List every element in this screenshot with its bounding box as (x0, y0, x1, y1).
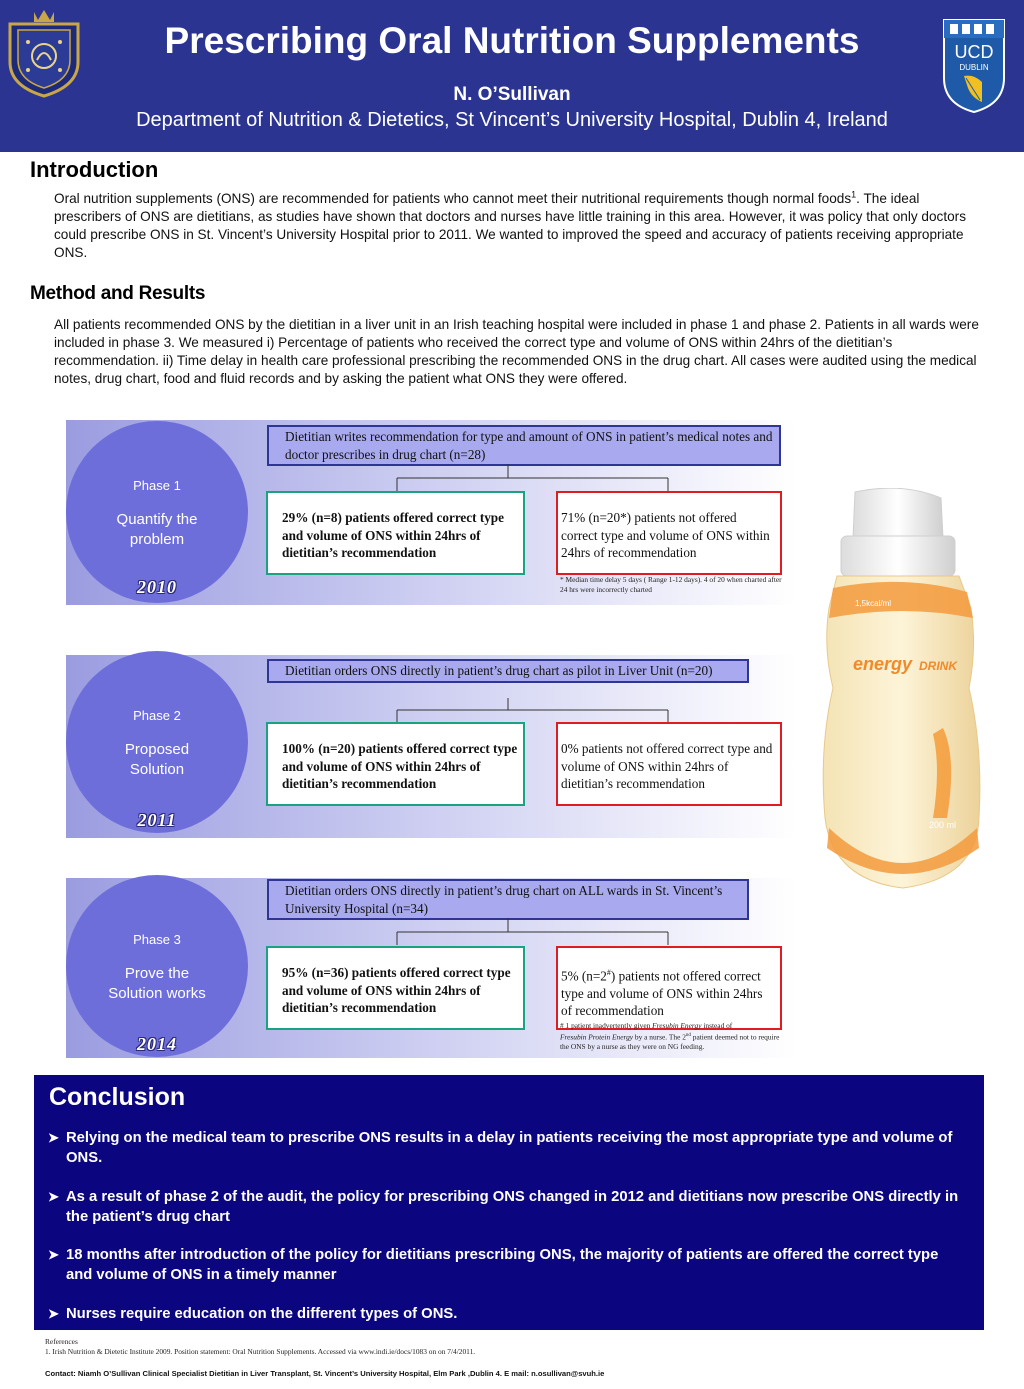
phase1-top-box: Dietitian writes recommendation for type and amount of ONS in patient’s medical notes and doctor prescribes in drug chart (n=28) (267, 425, 781, 466)
phase3-footnote-product1: Fresubin Energy (652, 1021, 702, 1030)
introduction-text-part2: . The ideal prescribers of ONS are dietitians, as studies have shown that doctors and nurses have little training in this area. However, it was policy that only doctors could prescribe ONS in St. Vincent’s University Hospital prior to 2011. We wanted to improved the speed and accuracy of patients receiving appropriate ONS. (54, 191, 966, 260)
conclusion-heading: Conclusion (49, 1083, 186, 1111)
department-affiliation: Department of Nutrition & Dietetics, St Vincent’s University Hospital, Dublin 4, Ireland (136, 109, 888, 131)
introduction-text (54, 190, 989, 262)
phase3-footnote-f: patient deemed not to require the ONS by a nurse as they were on NG feeding. (560, 1032, 780, 1052)
phase2-label: Phase 2 (133, 708, 181, 723)
references-block (45, 1337, 475, 1356)
ucd-crest-logo (942, 18, 1006, 114)
conclusion-item (48, 1304, 968, 1324)
phase2-connector (396, 698, 670, 723)
phase3-footnote-a: # 1 patient inadvertently given (560, 1021, 653, 1030)
bottle-volume-label: 200 ml (929, 820, 957, 830)
phase2-negative-result: 0% patients not offered correct type and volume of ONS within 24hrs of dietitian’s recommendation (556, 722, 782, 806)
phase3-footnote-product2: Fresubin Protein Energy (560, 1032, 634, 1042)
contact-line: Contact: Niamh O’Sullivan Clinical Specialist Dietitian in Liver Transplant, St. Vincent’s University Hospital, Elm Park ,Dublin 4. E mail: n.osullivan@svuh.ie (45, 1369, 605, 1378)
ons-bottle-photo (793, 488, 1013, 908)
phase3-footnote-ordinal: nd (685, 1033, 691, 1038)
phase3-top-box: Dietitian orders ONS directly in patient’s drug chart on ALL wards in St. Vincent’s University Hospital (n=34) (267, 879, 749, 920)
phase3-footnote-e: by a nurse. The 2 (633, 1032, 686, 1042)
conclusion-item-text: 18 months after introduction of the policy for dietitians prescribing ONS, the majority of patients are offered the correct type and volume of ONS in a timely manner (66, 1247, 939, 1283)
conclusion-item (48, 1187, 968, 1227)
conclusion-item (48, 1128, 968, 1168)
introduction-ref-marker: 1 (851, 189, 857, 200)
references-heading: References (45, 1337, 78, 1346)
phase1-negative-result: 71% (n=20*) patients not offered correct type and volume of ONS within 24hrs of recommendation (556, 491, 782, 575)
author-name: N. O’Sullivan (453, 84, 571, 105)
ucd-logo-text: UCD (954, 42, 994, 62)
introduction-text-part1: Oral nutrition supplements (ONS) are recommended for patients who cannot meet their nutritional requirements though normal foods (54, 191, 852, 206)
phase2-positive-result: 100% (n=20) patients offered correct type and volume of ONS within 24hrs of dietitian’s recommendation (266, 722, 525, 806)
poster-title: Prescribing Oral Nutrition Supplements (164, 20, 860, 61)
phase1-positive-result: 29% (n=8) patients offered correct type and volume of ONS within 24hrs of dietitian’s recommendation (266, 491, 525, 575)
phase3-negative-text-a: 5% (n=2 (561, 968, 607, 984)
header-banner (0, 0, 1024, 152)
phase1-label: Phase 1 (133, 478, 181, 493)
phase3-footnote (560, 1021, 790, 1052)
reference-item: 1. Irish Nutrition & Dietetic Institute 2009. Position statement: Oral Nutrition Supplements. Accessed via www.indi.ie/docs/1083 on on 7/4/2011. (45, 1346, 476, 1356)
phase2-description: Proposed Solution (124, 741, 190, 778)
conclusion-item-text: As a result of phase 2 of the audit, the policy for prescribing ONS changed in 2012 and dietitians now prescribe ONS directly in the patient’s drug chart (66, 1189, 959, 1225)
phase1-footnote: * Median time delay 5 days ( Range 1-12 days). 4 of 20 when charted after 24 hrs were incorrectly charted (560, 575, 782, 594)
phase1-description: Quantify the problem (116, 511, 198, 548)
conclusion-item-text: Relying on the medical team to prescribe ONS results in a delay in patients receiving the most appropriate type and volume of ONS. (66, 1130, 953, 1166)
method-heading: Method and Results (30, 283, 206, 304)
arrow-bullet-icon: ➤ (48, 1306, 59, 1321)
conclusion-panel (34, 1075, 984, 1330)
arrow-bullet-icon: ➤ (48, 1189, 59, 1204)
conclusion-item-text: Nurses require education on the different types of ONS. (66, 1306, 458, 1322)
ucd-logo-subtext: DUBLIN (959, 63, 989, 72)
phase3-label: Phase 3 (133, 932, 181, 947)
phase3-footnote-c: instead of (701, 1021, 733, 1030)
bottle-brand-label: energy (853, 654, 913, 674)
bottle-kcal-label: 1,5kcal/ml (855, 599, 892, 608)
phase3-connector (396, 918, 670, 946)
phase2-year: 2011 (137, 810, 177, 830)
phase3-negative-text-b: ) patients not offered correct type and volume of ONS within 24hrs of recommendation (561, 968, 763, 1019)
bottle-sub-label: DRINK (919, 659, 957, 673)
phase1-connector (396, 464, 670, 492)
phase3-positive-result: 95% (n=36) patients offered correct type and volume of ONS within 24hrs of dietitian’s recommendation (266, 946, 525, 1030)
phase1-year: 2010 (137, 577, 177, 597)
phase3-year: 2014 (137, 1034, 177, 1054)
phase3-description: Prove the Solution works (108, 965, 206, 1002)
arrow-bullet-icon: ➤ (48, 1247, 59, 1262)
phase2-top-box: Dietitian orders ONS directly in patient’s drug chart as pilot in Liver Unit (n=20) (267, 659, 749, 683)
introduction-heading: Introduction (30, 157, 159, 182)
phase3-negative-result (556, 946, 782, 1030)
method-text: All patients recommended ONS by the dietitian in a liver unit in an Irish teaching hospital were included in phase 1 and phase 2. Patients in all wards were included in phase 3. We measured i) Percentage of patients who received the correct type and volume of ONS within 24hrs of the dietitian’s recommendation. ii) Time delay in health care professional prescribing the recommended ONS in the drug chart. All cases were audited using the medical notes, drug chart, food and fluid records and by asking the patient what ONS they were offered. (54, 317, 979, 386)
phase3-negative-marker: # (606, 968, 611, 977)
conclusion-item (48, 1245, 968, 1285)
arrow-bullet-icon: ➤ (48, 1130, 59, 1145)
